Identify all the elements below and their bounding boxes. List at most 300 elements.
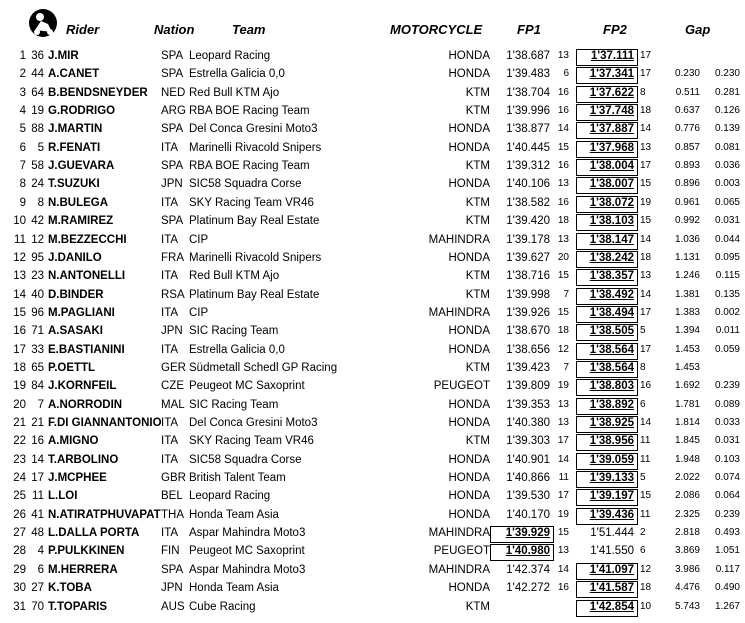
best-lap-box xyxy=(576,306,638,323)
fp1-time: 1'40.445 xyxy=(506,141,550,154)
fp1-lap: 13 xyxy=(557,398,569,410)
table-row xyxy=(0,287,745,305)
rider-name: T.SUZUKI xyxy=(48,178,100,191)
table-row xyxy=(0,213,745,231)
gap-previous: 0.081 xyxy=(714,141,740,153)
motorcycle: HONDA xyxy=(448,141,490,154)
rider-name: A.NORRODIN xyxy=(48,398,123,411)
motorcycle: PEUGEOT xyxy=(433,545,490,558)
rider-number: 12 xyxy=(31,233,44,246)
gap-first: 1.814 xyxy=(674,417,700,428)
nation: SPA xyxy=(161,50,184,62)
best-lap-box xyxy=(576,434,638,451)
gap-first: 1.781 xyxy=(674,398,700,410)
rider-name: P.PULKKINEN xyxy=(48,545,125,558)
rider-number: 65 xyxy=(31,361,44,374)
rider-name: J.MARTIN xyxy=(48,123,103,136)
motorcycle: KTM xyxy=(465,435,490,448)
nation: SPA xyxy=(161,563,184,576)
gap-first: 0.961 xyxy=(674,196,700,208)
fp2-lap: 17 xyxy=(640,343,652,355)
table-row xyxy=(0,580,745,598)
motorcycle: HONDA xyxy=(448,582,490,595)
position: 7 xyxy=(19,160,26,173)
nation: SPA xyxy=(161,215,184,228)
motorcycle: HONDA xyxy=(448,68,490,81)
gap-previous: 0.065 xyxy=(714,196,740,208)
position: 28 xyxy=(13,545,26,558)
motorcycle: HONDA xyxy=(448,343,490,356)
fp2-time: 1'37.341 xyxy=(589,68,634,81)
nation: ITA xyxy=(161,196,179,209)
rider-number: 4 xyxy=(37,545,44,558)
header-rider: Rider xyxy=(66,22,100,37)
fp1-lap: 14 xyxy=(557,123,569,135)
gap-first: 1.036 xyxy=(674,233,700,245)
fp1-lap: 19 xyxy=(557,380,569,392)
position: 24 xyxy=(13,472,26,485)
fp2-lap: 13 xyxy=(640,270,652,282)
position: 6 xyxy=(19,141,26,154)
rider-number: 16 xyxy=(31,435,44,448)
team-name: Leopard Racing xyxy=(189,50,271,62)
fp2-lap: 19 xyxy=(640,196,652,208)
fp1-time: 1'39.998 xyxy=(506,288,550,301)
fp1-lap: 12 xyxy=(557,343,569,355)
position: 17 xyxy=(13,343,26,356)
best-lap-box xyxy=(576,416,638,433)
best-lap-box xyxy=(576,288,638,305)
fp1-lap: 15 xyxy=(557,527,569,539)
fp2-time: 1'39.133 xyxy=(589,472,634,485)
team-name: Marinelli Rivacold Snipers xyxy=(189,251,322,264)
gap-first: 0.857 xyxy=(674,141,700,153)
gap-previous: 0.031 xyxy=(714,435,740,447)
team-name: Peugeot MC Saxoprint xyxy=(189,545,305,558)
nation: ARG xyxy=(161,105,186,118)
rider-number: 58 xyxy=(31,160,44,173)
fp2-time: 1'41.550 xyxy=(590,545,634,558)
best-lap-box xyxy=(576,471,638,488)
position: 3 xyxy=(19,86,26,99)
gap-previous: 0.135 xyxy=(714,288,740,300)
rider-name: J.GUEVARA xyxy=(48,160,115,173)
rider-name: K.TOBA xyxy=(48,582,92,595)
table-row xyxy=(0,195,745,213)
gap-first: 5.743 xyxy=(674,600,700,612)
fp2-lap: 5 xyxy=(640,472,646,484)
fp1-time: 1'38.716 xyxy=(506,270,550,283)
table-row xyxy=(0,140,745,158)
rider-number: 24 xyxy=(31,178,44,191)
table-row xyxy=(0,543,745,561)
nation: ITA xyxy=(161,417,179,429)
fp2-time: 1'51.444 xyxy=(590,527,634,540)
gap-previous: 0.033 xyxy=(714,417,740,428)
gap-previous: 0.074 xyxy=(714,472,740,484)
rider-number: 64 xyxy=(31,86,44,99)
fp1-lap: 15 xyxy=(557,306,569,318)
rider-name: M.RAMIREZ xyxy=(48,215,114,228)
rider-name: M.BEZZECCHI xyxy=(48,233,127,246)
gap-first: 3.986 xyxy=(674,563,700,575)
fp1-time: 1'39.530 xyxy=(506,490,550,503)
best-lap-box xyxy=(576,453,638,470)
best-lap-box xyxy=(576,361,638,378)
nation: SPA xyxy=(161,160,184,173)
team-name: Platinum Bay Real Estate xyxy=(189,215,320,228)
fp2-lap: 10 xyxy=(640,600,652,612)
table-row xyxy=(0,488,745,506)
best-lap-box xyxy=(576,343,638,360)
fp2-time: 1'37.887 xyxy=(589,123,634,136)
table-row xyxy=(0,378,745,396)
team-name: British Talent Team xyxy=(189,472,286,485)
motorcycle: KTM xyxy=(465,105,490,118)
rider-name: N.BULEGA xyxy=(48,196,109,209)
fp1-lap: 13 xyxy=(557,545,569,557)
fp1-lap: 16 xyxy=(557,196,569,208)
table-row xyxy=(0,158,745,176)
motorcycle: MAHINDRA xyxy=(428,233,490,246)
fp1-lap: 14 xyxy=(557,563,569,575)
header-team: Team xyxy=(232,22,266,37)
gap-first: 4.476 xyxy=(674,582,700,594)
fp1-lap: 17 xyxy=(557,435,569,447)
fp1-lap: 13 xyxy=(557,178,569,190)
motorcycle: HONDA xyxy=(448,50,490,62)
gap-first: 2.325 xyxy=(674,508,700,520)
table-row xyxy=(0,433,745,451)
fp2-lap: 6 xyxy=(640,545,646,557)
nation: JPN xyxy=(161,582,183,595)
gap-first: 1.131 xyxy=(674,251,700,263)
rider-name: E.BASTIANINI xyxy=(48,343,125,356)
fp1-time: 1'39.420 xyxy=(506,215,550,228)
gap-first: 1.383 xyxy=(674,306,700,318)
header-fp1: FP1 xyxy=(517,22,541,37)
gap-previous: 0.089 xyxy=(714,398,740,410)
position: 31 xyxy=(13,600,26,613)
rider-number: 27 xyxy=(31,582,44,595)
nation: GBR xyxy=(161,472,186,485)
team-name: Südmetall Schedl GP Racing xyxy=(189,361,338,374)
team-name: Estrella Galicia 0,0 xyxy=(189,343,285,356)
gap-previous: 0.230 xyxy=(714,68,740,80)
fp2-time: 1'38.242 xyxy=(589,251,634,264)
best-lap-box xyxy=(576,122,638,139)
best-lap-box xyxy=(576,86,638,103)
fp2-time: 1'37.748 xyxy=(589,105,634,118)
fp1-lap: 7 xyxy=(563,361,569,373)
fp2-lap: 5 xyxy=(640,325,646,337)
nation: JPN xyxy=(161,178,183,191)
gap-previous: 0.117 xyxy=(715,563,740,575)
rider-name: D.BINDER xyxy=(48,288,104,301)
motorcycle: MAHINDRA xyxy=(428,306,490,319)
rider-number: 21 xyxy=(31,417,44,429)
position: 19 xyxy=(13,380,26,393)
nation: MAL xyxy=(161,398,185,411)
rider-name: J.MIR xyxy=(48,50,79,62)
header-fp2: FP2 xyxy=(603,22,627,37)
gap-previous: 0.059 xyxy=(714,343,740,355)
fp2-time: 1'41.097 xyxy=(589,563,634,576)
best-lap-box xyxy=(576,563,638,580)
motorcycle: KTM xyxy=(465,86,490,99)
nation: FIN xyxy=(161,545,180,558)
best-lap-box xyxy=(576,177,638,194)
team-name: SKY Racing Team VR46 xyxy=(189,435,314,448)
fp1-time: 1'39.627 xyxy=(506,251,550,264)
rider-number: 88 xyxy=(31,123,44,136)
nation: ITA xyxy=(161,233,179,246)
nation: ITA xyxy=(161,306,179,319)
rider-number: 48 xyxy=(31,527,44,540)
fp2-time: 1'38.004 xyxy=(589,160,634,173)
gap-first: 1.394 xyxy=(674,325,700,337)
motorcycle: KTM xyxy=(465,361,490,374)
team-name: Del Conca Gresini Moto3 xyxy=(189,123,318,136)
rider-name: B.BENDSNEYDER xyxy=(48,86,148,99)
fp2-time: 1'38.492 xyxy=(589,288,634,301)
motorcycle: KTM xyxy=(465,270,490,283)
fp2-lap: 17 xyxy=(640,68,652,80)
fp1-time: 1'39.353 xyxy=(506,398,550,411)
nation: SPA xyxy=(161,68,184,81)
position: 26 xyxy=(13,508,26,521)
motorcycle: HONDA xyxy=(448,178,490,191)
header-gap: Gap xyxy=(685,22,711,37)
position: 13 xyxy=(13,270,26,283)
team-name: SIC58 Squadra Corse xyxy=(189,178,302,191)
rider-number: 44 xyxy=(31,68,44,81)
best-lap-box xyxy=(576,379,638,396)
position: 29 xyxy=(13,563,26,576)
team-name: Aspar Mahindra Moto3 xyxy=(189,527,306,540)
rider-name: R.FENATI xyxy=(48,141,101,154)
rider-number: 17 xyxy=(31,472,44,485)
rider-number: 19 xyxy=(31,105,44,118)
fp1-lap: 6 xyxy=(563,68,569,80)
team-name: Estrella Galicia 0,0 xyxy=(189,68,285,81)
fp2-time: 1'42.854 xyxy=(589,600,634,613)
fp2-lap: 14 xyxy=(640,123,652,135)
table-row xyxy=(0,323,745,341)
fp1-lap: 7 xyxy=(563,288,569,300)
gap-first: 1.453 xyxy=(674,343,700,355)
position: 16 xyxy=(13,325,26,338)
best-lap-box xyxy=(576,324,638,341)
table-row xyxy=(0,397,745,415)
rider-name: T.ARBOLINO xyxy=(48,453,119,466)
gap-first: 3.869 xyxy=(674,545,700,557)
fp1-lap: 13 xyxy=(557,50,569,61)
gap-first: 1.453 xyxy=(674,361,700,373)
fp1-time: 1'38.704 xyxy=(506,86,550,99)
fp1-lap: 16 xyxy=(557,105,569,117)
fp2-time: 1'39.436 xyxy=(589,508,634,521)
gap-first: 0.776 xyxy=(674,123,700,135)
gap-previous: 0.011 xyxy=(715,325,740,337)
team-name: CIP xyxy=(189,306,209,319)
team-name: RBA BOE Racing Team xyxy=(189,105,310,118)
best-lap-box xyxy=(576,49,638,66)
team-name: RBA BOE Racing Team xyxy=(189,160,310,173)
fp2-lap: 18 xyxy=(640,105,652,117)
team-name: SIC Racing Team xyxy=(189,325,279,338)
best-lap-box xyxy=(576,489,638,506)
fp1-time: 1'39.483 xyxy=(506,68,550,81)
gap-previous: 0.103 xyxy=(714,453,740,465)
fp2-lap: 16 xyxy=(640,380,652,392)
gap-first: 0.893 xyxy=(674,160,700,172)
fp1-time: 1'38.582 xyxy=(506,196,550,209)
rider-number: 36 xyxy=(31,50,44,62)
rider-number: 95 xyxy=(31,251,44,264)
motorcycle: KTM xyxy=(465,196,490,209)
motorcycle: HONDA xyxy=(448,417,490,429)
rider-number: 84 xyxy=(31,380,44,393)
position: 12 xyxy=(13,251,26,264)
rider-number: 11 xyxy=(32,490,44,503)
position: 9 xyxy=(19,196,26,209)
fp1-time: 1'40.380 xyxy=(506,417,550,429)
fp2-lap: 11 xyxy=(640,453,651,465)
fp2-lap: 14 xyxy=(640,233,652,245)
nation: ITA xyxy=(161,141,179,154)
position: 25 xyxy=(13,490,26,503)
team-name: CIP xyxy=(189,233,209,246)
table-row xyxy=(0,232,745,250)
fp1-time: 1'38.877 xyxy=(506,123,550,136)
table-row xyxy=(0,176,745,194)
team-name: Platinum Bay Real Estate xyxy=(189,288,320,301)
motorcycle: HONDA xyxy=(448,490,490,503)
rider-name: F.DI GIANNANTONIO xyxy=(48,417,162,429)
fp2-time: 1'37.622 xyxy=(589,86,634,99)
position: 2 xyxy=(19,68,26,81)
fp2-time: 1'38.007 xyxy=(589,178,634,191)
fp1-lap: 14 xyxy=(557,453,569,465)
rider-name: G.RODRIGO xyxy=(48,105,116,118)
team-name: SIC58 Squadra Corse xyxy=(189,453,302,466)
nation: SPA xyxy=(161,123,184,136)
team-name: Del Conca Gresini Moto3 xyxy=(189,417,318,429)
fp2-lap: 14 xyxy=(640,417,652,428)
table-row xyxy=(0,470,745,488)
team-name: Marinelli Rivacold Snipers xyxy=(189,141,322,154)
best-lap-box xyxy=(490,526,554,543)
best-lap-box xyxy=(576,233,638,250)
nation: ITA xyxy=(161,527,179,540)
fp1-lap: 16 xyxy=(557,86,569,98)
rider-name: N.ANTONELLI xyxy=(48,270,126,283)
best-lap-box xyxy=(576,196,638,213)
rider-number: 71 xyxy=(31,325,44,338)
rider-name: T.TOPARIS xyxy=(48,600,107,613)
position: 14 xyxy=(13,288,26,301)
fp1-lap: 11 xyxy=(558,472,569,484)
rider-number: 8 xyxy=(37,196,44,209)
fp2-time: 1'38.564 xyxy=(589,343,634,356)
gap-previous: 0.095 xyxy=(714,251,740,263)
table-row xyxy=(0,507,745,525)
fp1-time: 1'40.901 xyxy=(506,453,550,466)
nation: BEL xyxy=(161,490,183,503)
position: 21 xyxy=(13,417,26,429)
table-row xyxy=(0,250,745,268)
position: 15 xyxy=(13,306,26,319)
team-name: Cube Racing xyxy=(189,600,256,613)
gap-previous: 0.126 xyxy=(714,105,740,117)
gap-first: 0.992 xyxy=(674,215,700,227)
fp2-time: 1'41.587 xyxy=(589,582,634,595)
fp2-lap: 12 xyxy=(640,563,652,575)
gap-first: 2.818 xyxy=(674,527,700,539)
fp2-lap: 14 xyxy=(640,288,652,300)
best-lap-box xyxy=(576,269,638,286)
motorcycle: HONDA xyxy=(448,508,490,521)
rider-number: 33 xyxy=(31,343,44,356)
gap-first: 2.086 xyxy=(674,490,700,502)
fp2-lap: 8 xyxy=(640,361,646,373)
position: 20 xyxy=(13,398,26,411)
fp1-time: 1'39.303 xyxy=(506,435,550,448)
fp1-time: 1'40.170 xyxy=(506,508,550,521)
nation: JPN xyxy=(161,325,183,338)
gap-previous: 0.031 xyxy=(714,215,740,227)
best-lap-box xyxy=(576,159,638,176)
gap-previous: 0.239 xyxy=(714,508,740,520)
nation: FRA xyxy=(161,251,184,264)
fp2-lap: 11 xyxy=(640,508,651,520)
fp2-time: 1'38.892 xyxy=(589,398,634,411)
gap-previous: 0.002 xyxy=(714,306,740,318)
gap-first: 0.511 xyxy=(675,86,700,98)
nation: CZE xyxy=(161,380,184,393)
fp1-lap: 20 xyxy=(557,251,569,263)
gap-previous: 0.044 xyxy=(714,233,740,245)
best-lap-box xyxy=(490,544,554,561)
rider-number: 14 xyxy=(31,453,44,466)
table-row xyxy=(0,66,745,84)
motorcycle: KTM xyxy=(465,160,490,173)
nation: ITA xyxy=(161,343,179,356)
position: 4 xyxy=(19,105,26,118)
motorcycle: MAHINDRA xyxy=(428,527,490,540)
table-header xyxy=(0,0,745,42)
motorcycle: HONDA xyxy=(448,398,490,411)
fp1-time: 1'39.926 xyxy=(506,306,550,319)
nation: AUS xyxy=(161,600,185,613)
table-row xyxy=(0,121,745,139)
position: 30 xyxy=(13,582,26,595)
rider-number: 40 xyxy=(31,288,44,301)
fp1-lap: 15 xyxy=(557,141,569,153)
fp1-time: 1'39.312 xyxy=(506,160,550,173)
motorcycle: MAHINDRA xyxy=(428,563,490,576)
best-lap-box xyxy=(576,398,638,415)
fp1-lap: 18 xyxy=(557,325,569,337)
position: 27 xyxy=(13,527,26,540)
fp2-time: 1'38.925 xyxy=(589,417,634,429)
gap-previous: 0.139 xyxy=(714,123,740,135)
table-row xyxy=(0,599,745,617)
fp1-lap: 16 xyxy=(557,160,569,172)
fp1-lap: 15 xyxy=(557,270,569,282)
rider-name: N.ATIRATPHUVAPAT xyxy=(48,508,161,521)
